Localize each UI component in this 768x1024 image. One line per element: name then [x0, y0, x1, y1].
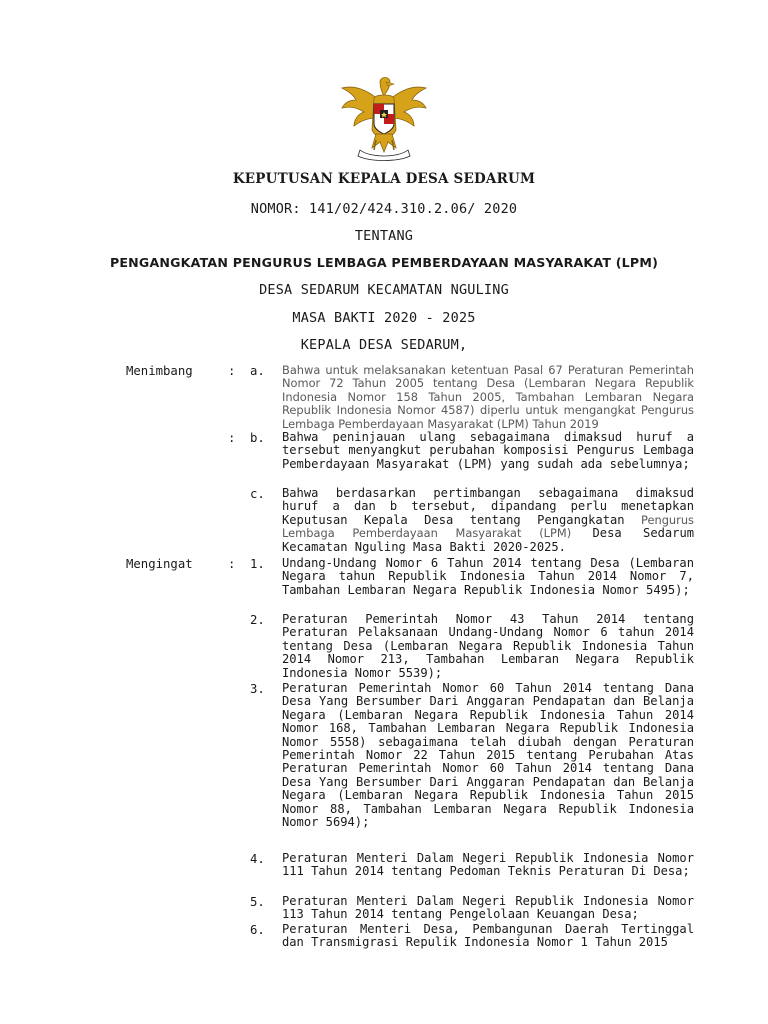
village-line: DESA SEDARUM KECAMATAN NGULING — [259, 282, 509, 298]
decree-subject: PENGANGKATAN PENGURUS LEMBAGA PEMBERDAYAAN MASYARAKAT (LPM) — [109, 255, 659, 270]
menimbang-mark-c: c. — [250, 487, 265, 501]
menimbang-item-a: Bahwa untuk melaksanakan ketentuan Pasal 67 Peraturan Pemerintah Nomor 72 Tahun 2005 tentang Desa (Lembaran Negara Republik Indonesia Nomor 158 Tahun 2005, Tambahan Lembaran Negara Republik Indonesia Nomor 4587) diperlu untuk mengangkat Pengurus Lembaga Pemberdayaan Masyarakat (LPM) Tahun 2019 — [282, 363, 694, 431]
mengingat-item-3: Peraturan Pemerintah Nomor 60 Tahun 2014 tentang Dana Desa Yang Bersumber Dari Anggaran Pendapatan dan Belanja Negara (Lembaran Negara Republik Indonesia Tahun 2014 Nomor 168, Tambahan Lembaran Negara Republik Indonesia Nomor 5558) sebagaimana telah diubah dengan Peraturan Pemerintah Nomor 22 Tahun 2015 tentang Perubahan Atas Peraturan Pemerintah Nomor 60 Tahun 2014 tentang Dana Desa Yang Bersumber Dari Anggaran Pendapatan dan Belanja Negara (Lembaran Negara Republik Indonesia Tahun 2015 Nomor 88, Tambahan Lembaran Negara Republik Indonesia Nomor 5694); — [282, 681, 694, 830]
tentang-label: TENTANG — [354, 228, 414, 244]
mengingat-mark-3: 3. — [250, 682, 265, 696]
issuer-line: KEPALA DESA SEDARUM, — [300, 337, 468, 353]
menimbang-label: Menimbang — [126, 364, 193, 378]
mengingat-label: Mengingat — [126, 557, 193, 571]
menimbang-colon-b: : — [228, 431, 236, 445]
mengingat-item-5: Peraturan Menteri Dalam Negeri Republik Indonesia Nomor 113 Tahun 2014 tentang Pengelolaan Keuangan Desa; — [282, 894, 694, 922]
menimbang-colon: : — [228, 364, 236, 378]
menimbang-mark-a: a. — [250, 364, 265, 378]
mengingat-item-4: Peraturan Menteri Dalam Negeri Republik Indonesia Nomor 111 Tahun 2014 tentang Pedoman Teknis Peraturan Di Desa; — [282, 851, 694, 879]
decree-number: NOMOR: 141/02/424.310.2.06/ 2020 — [250, 201, 518, 217]
mengingat-mark-1: 1. — [250, 557, 265, 571]
menimbang-item-c-part3: Desa Sedarum Kecamatan Nguling Masa Bakti 2020-2025. — [282, 526, 695, 554]
mengingat-mark-4: 4. — [250, 852, 265, 866]
mengingat-mark-6: 6. — [250, 923, 265, 937]
mengingat-mark-2: 2. — [250, 613, 265, 627]
menimbang-item-c — [282, 487, 694, 554]
menimbang-item-c-part2: Pengurus Lembaga Pemberdayaan Masyarakat (LPM) — [282, 512, 694, 541]
mengingat-item-6: Peraturan Menteri Desa, Pembangunan Daerah Tertinggal dan Transmigrasi Repulik Indonesia Nomor 1 Tahun 2015 — [282, 922, 694, 950]
term-line: MASA BAKTI 2020 - 2025 — [292, 310, 476, 326]
menimbang-item-c-part1: Bahwa berdasarkan pertimbangan sebagaimana dimaksud huruf a dan b tersebut, dipandang perlu menetapkan Keputusan Kepala Desa tentang Pengangkatan — [282, 486, 694, 527]
decree-title: KEPUTUSAN KEPALA DESA SEDARUM — [232, 171, 536, 187]
mengingat-item-1: Undang-Undang Nomor 6 Tahun 2014 tentang Desa (Lembaran Negara tahun Republik Indonesia Tahun 2014 Nomor 7, Tambahan Lembaran Negara Republik Indonesia Nomor 5495); — [282, 556, 694, 597]
mengingat-mark-5: 5. — [250, 895, 265, 909]
menimbang-mark-b: b. — [250, 431, 265, 445]
menimbang-item-b: Bahwa peninjauan ulang sebagaimana dimaksud huruf a tersebut menyangkut perubahan komposisi Pengurus Lembaga Pemberdayaan Masyarakat (LPM) yang sudah ada sebelumnya; — [282, 430, 694, 471]
garuda-emblem-icon — [336, 74, 432, 162]
mengingat-item-2: Peraturan Pemerintah Nomor 43 Tahun 2014 tentang Peraturan Pelaksanaan Undang-Undang Nomor 6 tahun 2014 tentang Desa (Lembaran Negara Republik Indonesia Tahun 2014 Nomor 213, Tambahan Lembaran Negara Republik Indonesia Nomor 5539); — [282, 612, 694, 680]
mengingat-colon: : — [228, 557, 236, 571]
